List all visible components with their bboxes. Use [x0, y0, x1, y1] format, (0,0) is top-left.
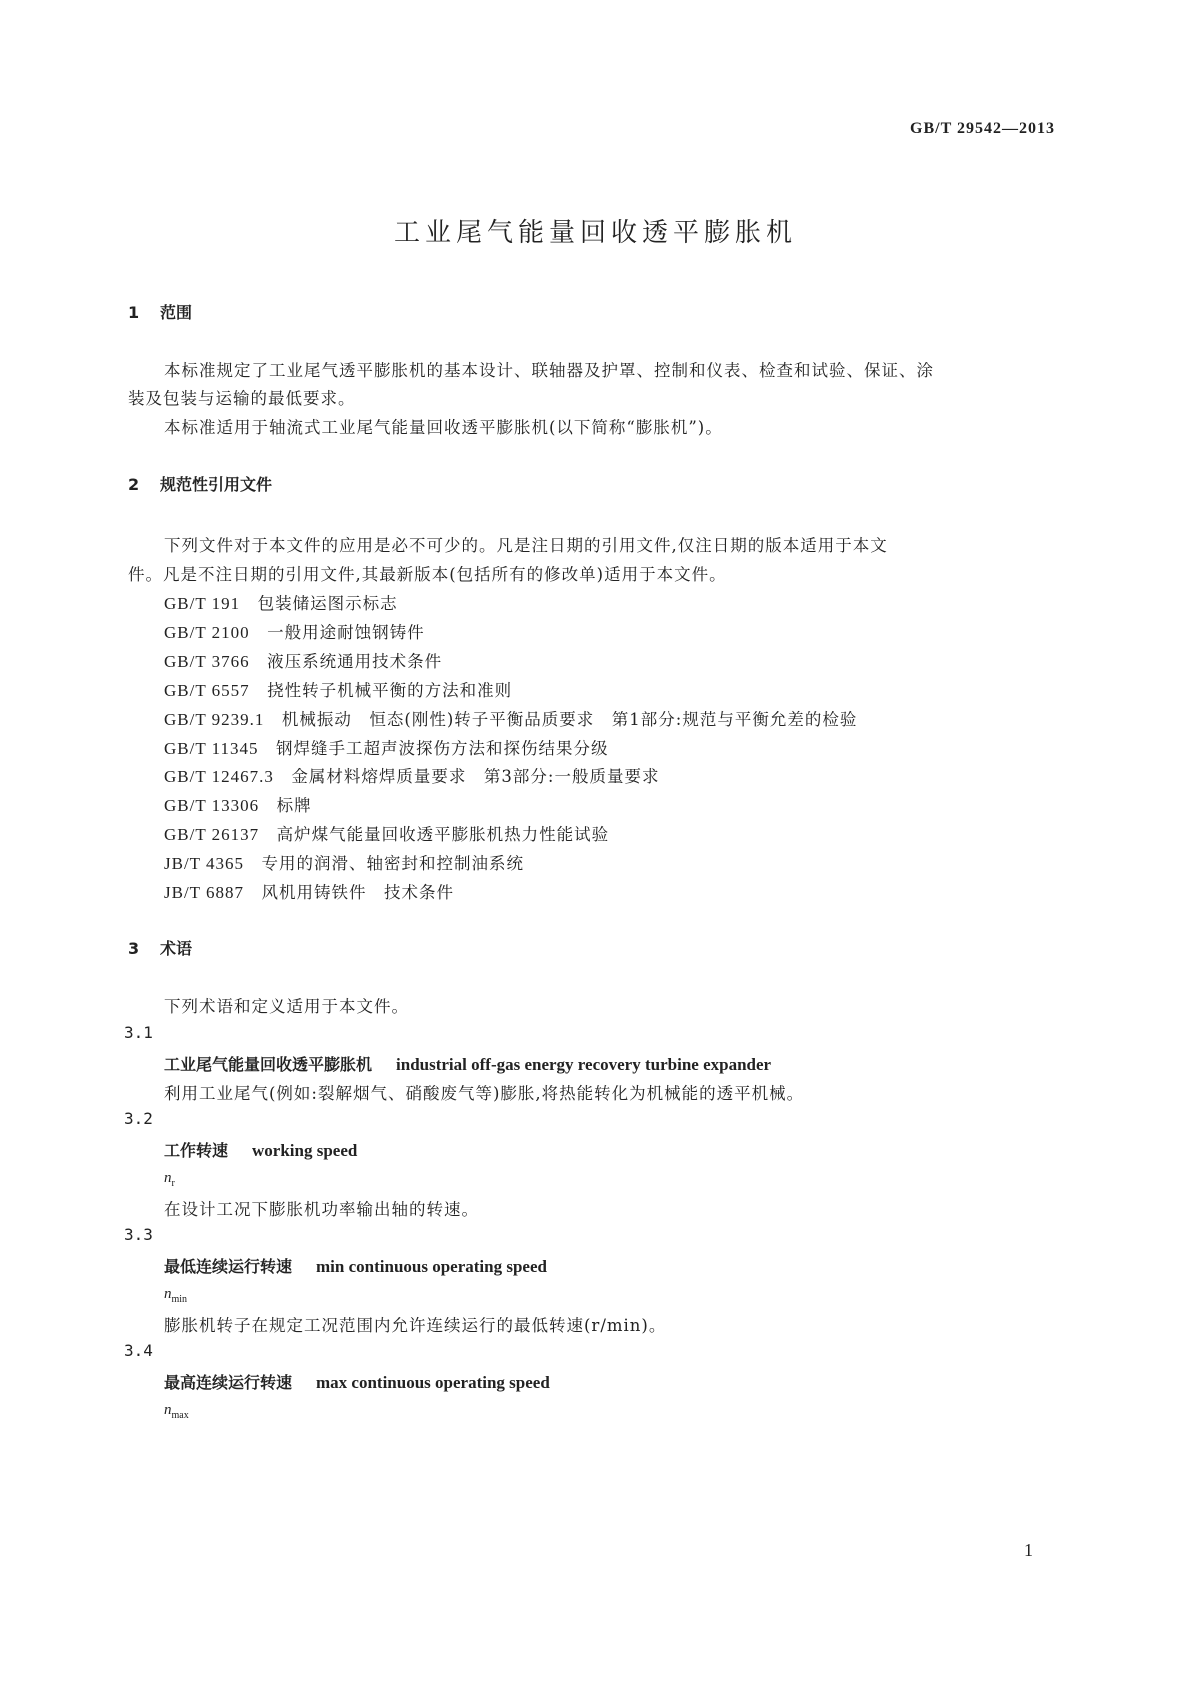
term-number: 3.2	[124, 1109, 153, 1128]
reference-code: GB/T 26137	[164, 825, 260, 845]
reference-title: 挠性转子机械平衡的方法和准则	[267, 680, 513, 700]
page-number: 1	[1024, 1540, 1033, 1560]
reference-item	[164, 792, 312, 816]
section-3-heading: 3 术语	[128, 939, 193, 958]
reference-code: GB/T 13306	[164, 796, 260, 816]
term-number: 3.1	[124, 1023, 153, 1042]
reference-item	[164, 619, 425, 643]
refs-intro-b: 件。凡是不注日期的引用文件,其最新版本(包括所有的修改单)适用于本文件。	[128, 565, 727, 584]
scope-paragraph-1a: 本标准规定了工业尾气透平膨胀机的基本设计、联轴器及护罩、控制和仪表、检查和试验、保证、涂	[164, 361, 934, 380]
reference-title: 金属材料熔焊质量要求 第3部分:一般质量要求	[291, 767, 660, 787]
term-symbol: $n_{min}$	[164, 1286, 188, 1305]
reference-item	[164, 735, 609, 759]
reference-item	[164, 850, 524, 874]
reference-title: 风机用铸铁件 技术条件	[261, 883, 455, 902]
reference-code: GB/T 6557	[164, 680, 250, 700]
term-definition: 在设计工况下膨胀机功率输出轴的转速。	[164, 1200, 479, 1219]
reference-code: GB/T 12467.3	[164, 767, 274, 787]
refs-intro-a: 下列文件对于本文件的应用是必不可少的。凡是注日期的引用文件,仅注日期的版本适用于本文	[164, 536, 888, 555]
reference-item	[164, 677, 512, 701]
reference-item	[164, 590, 398, 614]
reference-item	[164, 763, 659, 787]
scope-paragraph-1b: 装及包装与运输的最低要求。	[128, 389, 356, 408]
reference-code: JB/T 4365	[164, 854, 245, 874]
term-title: 工作转速 working speed	[164, 1141, 358, 1160]
reference-item	[164, 821, 609, 845]
term-number: 3.3	[124, 1225, 153, 1244]
reference-code: GB/T 2100	[164, 622, 250, 642]
term-title: 最高连续运行转速 max continuous operating speed	[164, 1373, 550, 1392]
term-symbol: $n_r$	[164, 1170, 175, 1189]
scope-paragraph-2: 本标准适用于轴流式工业尾气能量回收透平膨胀机(以下简称“膨胀机”)。	[164, 418, 723, 437]
term-title: 工业尾气能量回收透平膨胀机 industrial off-gas energy recovery turbine expander	[164, 1055, 772, 1074]
standard-number: GB/T 29542—2013	[910, 120, 1055, 137]
term-definition: 利用工业尾气(例如:裂解烟气、硝酸废气等)膨胀,将热能转化为机械能的透平机械。	[164, 1084, 805, 1103]
reference-code: GB/T 191	[164, 594, 241, 613]
reference-title: 钢焊缝手工超声波探伤方法和探伤结果分级	[276, 738, 609, 758]
reference-title: 一般用途耐蚀钢铸件	[267, 622, 425, 642]
term-number: 3.4	[124, 1341, 153, 1360]
reference-item	[164, 879, 454, 903]
reference-title: 液压系统通用技术条件	[267, 651, 443, 671]
section-2-heading: 2 规范性引用文件	[128, 475, 273, 494]
section-1-heading: 1 范围	[128, 303, 193, 322]
reference-code: GB/T 11345	[164, 738, 259, 758]
reference-item	[164, 706, 857, 730]
reference-title: 高炉煤气能量回收透平膨胀机热力性能试验	[276, 825, 610, 845]
document-title: 工业尾气能量回收透平膨胀机	[393, 218, 797, 248]
reference-title: 机械振动 恒态(刚性)转子平衡品质要求 第1部分:规范与平衡允差的检验	[281, 709, 858, 729]
reference-code: JB/T 6887	[164, 883, 245, 902]
reference-code: GB/T 9239.1	[164, 709, 265, 729]
reference-item	[164, 648, 442, 672]
reference-title: 标牌	[276, 796, 312, 816]
reference-title: 包装储运图示标志	[257, 594, 398, 613]
term-definition: 膨胀机转子在规定工况范围内允许连续运行的最低转速(r/min)。	[164, 1316, 667, 1335]
terms-intro: 下列术语和定义适用于本文件。	[164, 997, 409, 1016]
reference-title: 专用的润滑、轴密封和控制油系统	[261, 854, 525, 874]
term-symbol: $n_{max}$	[164, 1402, 189, 1421]
term-title: 最低连续运行转速 min continuous operating speed	[164, 1257, 547, 1276]
reference-code: GB/T 3766	[164, 651, 250, 671]
